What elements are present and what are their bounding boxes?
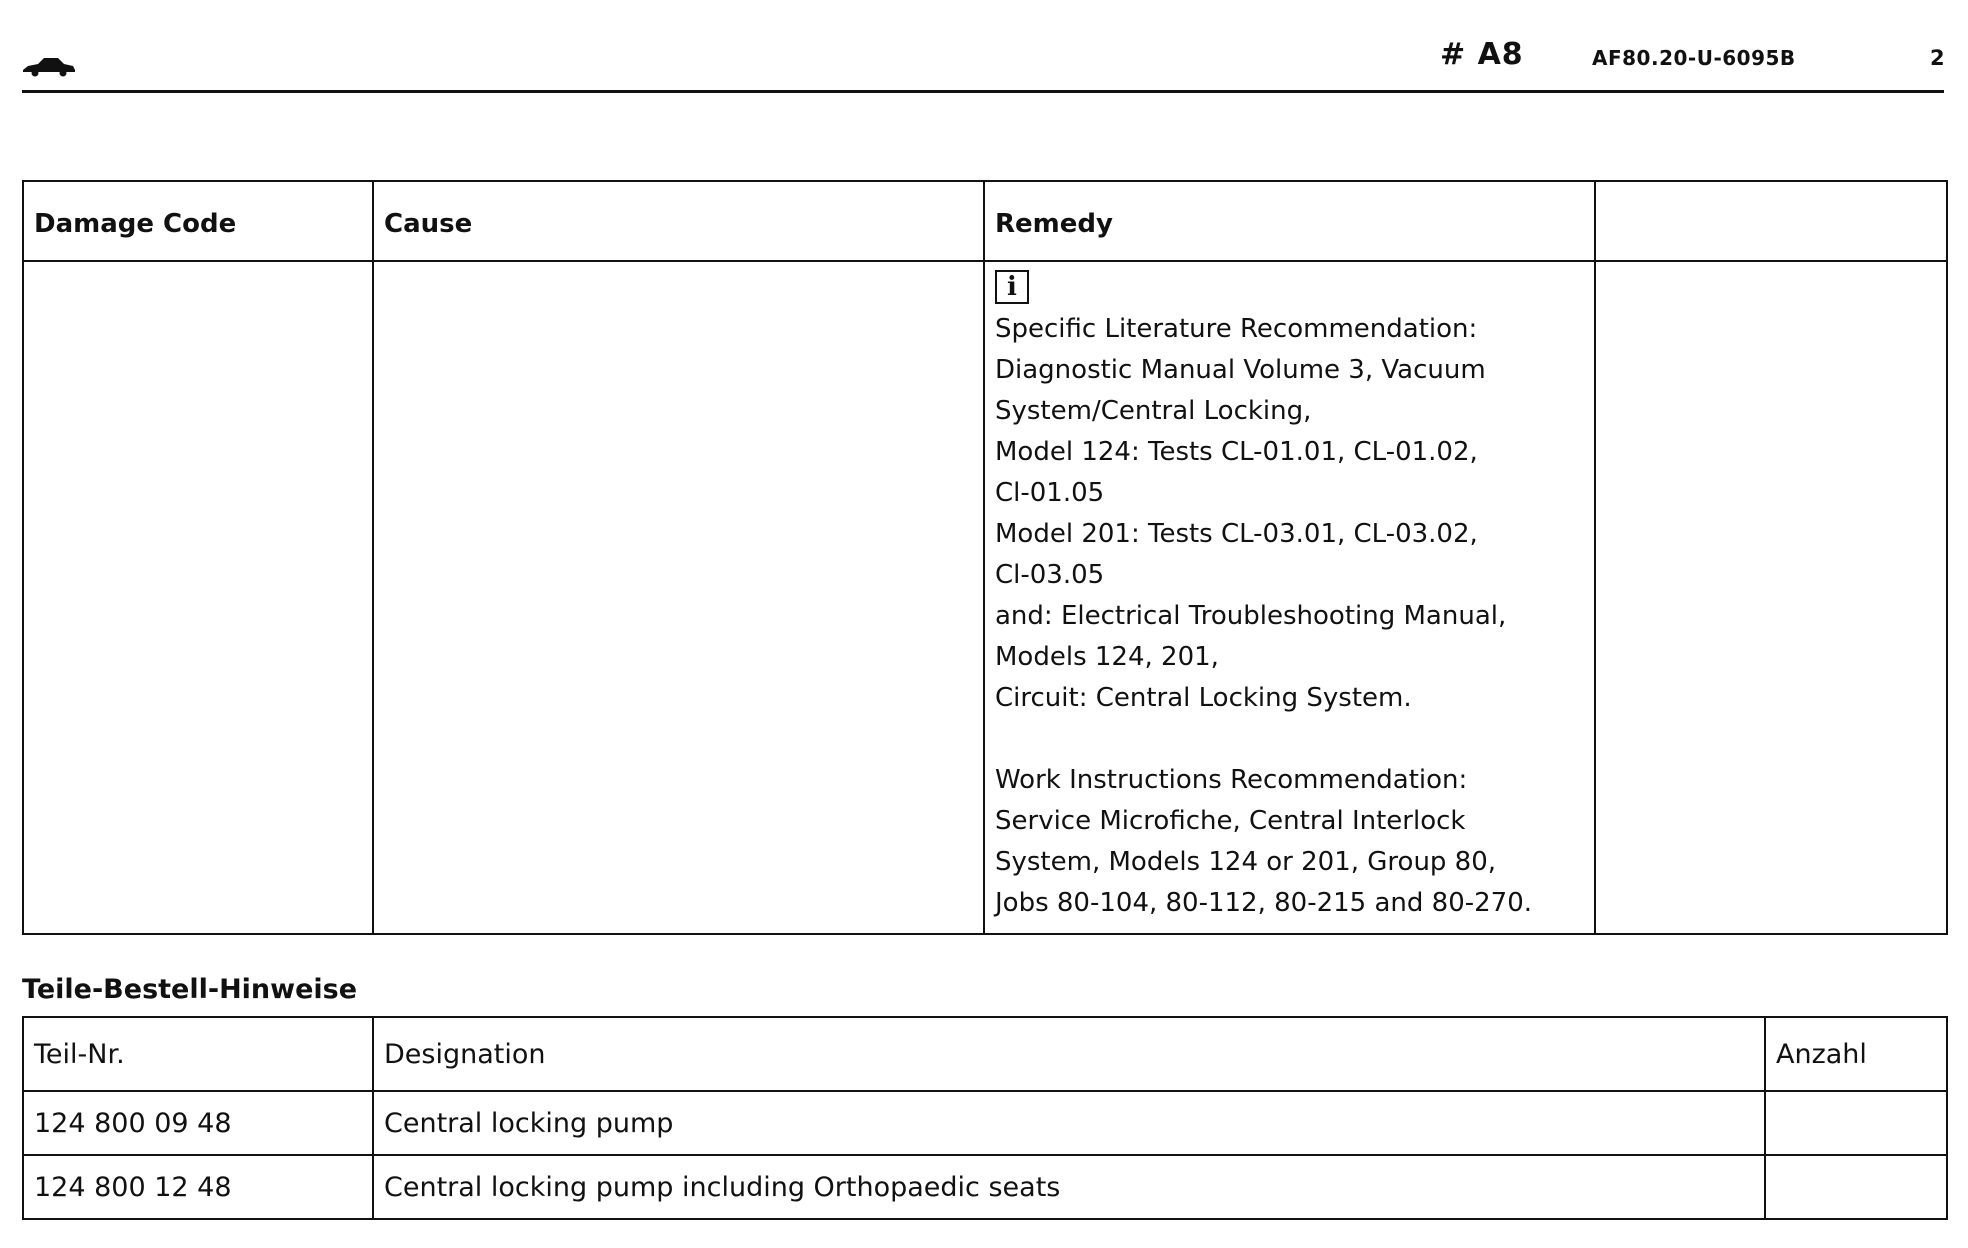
remedy-line: Diagnostic Manual Volume 3, Vacuum [995,355,1486,385]
header-cause: Cause [373,181,984,261]
damage-table [22,180,1948,935]
document-reference: # A8 [1440,37,1524,72]
page-number: 2 [1930,46,1945,70]
document-number: AF80.20-U-6095B [1592,46,1796,70]
header-rule [22,90,1944,93]
header-part-number: Teil-Nr. [23,1017,373,1091]
designation-cell: Central locking pump [373,1091,1765,1155]
remedy-blank-line [995,719,1584,760]
table-row [23,1155,1947,1219]
cause-cell [373,261,984,934]
remedy-line: Cl-01.05 [995,478,1105,508]
info-icon: i [995,270,1029,304]
remedy-line: Work Instructions Recommendation: [995,765,1468,795]
blank-cell [1595,261,1947,934]
remedy-line: Cl-03.05 [995,560,1105,590]
designation-cell: Central locking pump including Orthopaedic seats [373,1155,1765,1219]
remedy-line: Models 124, 201, [995,642,1219,672]
parts-section-title: Teile-Bestell-Hinweise [22,974,358,1005]
header-remedy: Remedy [984,181,1595,261]
remedy-line: System/Central Locking, [995,396,1312,426]
header-damage-code: Damage Code [23,181,373,261]
part-number-cell: 124 800 09 48 [23,1091,373,1155]
remedy-line: Model 201: Tests CL-03.01, CL-03.02, [995,519,1478,549]
table-row [23,1091,1947,1155]
parts-table-header-row [23,1017,1947,1091]
remedy-line: Specific Literature Recommendation: [995,314,1478,344]
damage-table-row [23,261,1947,934]
remedy-line: Model 124: Tests CL-01.01, CL-01.02, [995,437,1478,467]
remedy-line: and: Electrical Troubleshooting Manual, [995,601,1507,631]
remedy-line: System, Models 124 or 201, Group 80, [995,847,1497,877]
quantity-cell [1765,1155,1947,1219]
remedy-text [995,309,1584,924]
header-designation: Designation [373,1017,1765,1091]
header-quantity: Anzahl [1765,1017,1947,1091]
remedy-line: Service Microfiche, Central Interlock [995,806,1466,836]
damage-table-header-row [23,181,1947,261]
parts-table [22,1016,1948,1220]
remedy-line: Jobs 80-104, 80-112, 80-215 and 80-270. [995,888,1533,918]
quantity-cell [1765,1091,1947,1155]
damage-code-cell [23,261,373,934]
remedy-line: Circuit: Central Locking System. [995,683,1412,713]
header-blank [1595,181,1947,261]
car-icon [22,55,76,77]
remedy-cell [984,261,1595,934]
part-number-cell: 124 800 12 48 [23,1155,373,1219]
